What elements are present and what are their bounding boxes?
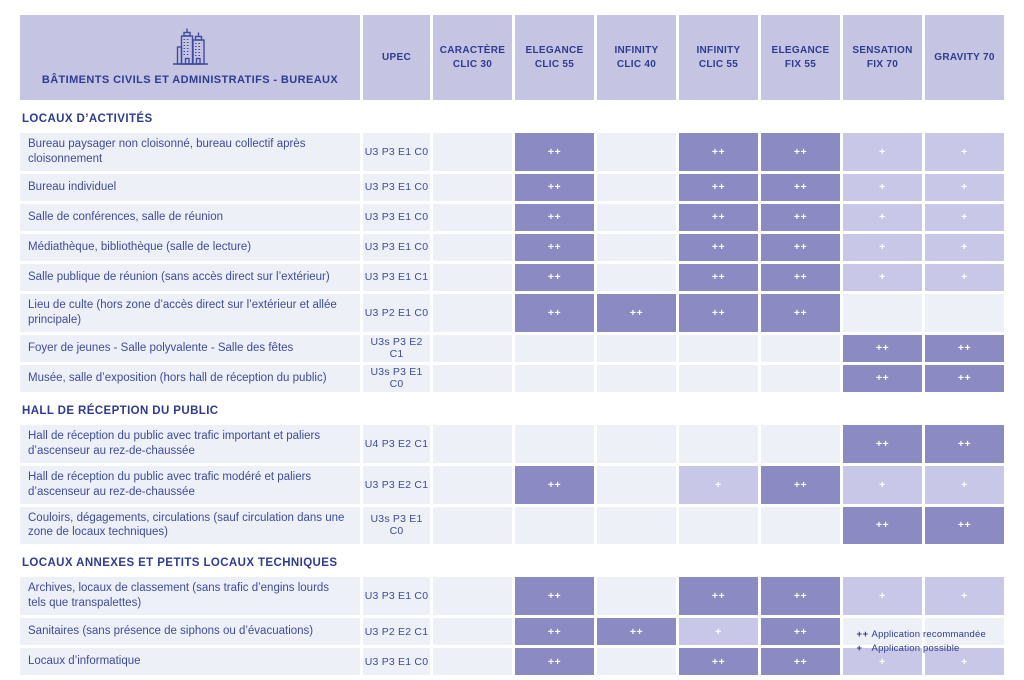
rating-cell: ++: [515, 204, 594, 231]
column-header-caractere-clic-30: CARACTÈRE CLIC 30: [433, 15, 512, 100]
rating-cell: ++: [679, 264, 758, 291]
rating-cell: [433, 294, 512, 332]
upec-code: U3s P3 E1 C0: [363, 507, 430, 545]
rating-cell: ++: [597, 618, 676, 645]
row-label: Hall de réception du public avec trafic important et paliers d’ascenseur au rez-de-chaussée: [20, 425, 360, 463]
rating-cell: [925, 294, 1004, 332]
rating-cell: [597, 425, 676, 463]
row-label: Hall de réception du public avec trafic modéré et paliers d’ascenseur au rez-de-chaussée: [20, 466, 360, 504]
row-label: Médiathèque, bibliothèque (salle de lecture): [20, 234, 360, 261]
column-header-elegance-fix-55: ELEGANCE FIX 55: [761, 15, 840, 100]
row-label: Musée, salle d’exposition (hors hall de réception du public): [20, 365, 360, 392]
upec-code: U3 P3 E1 C0: [363, 174, 430, 201]
rating-cell: +: [925, 133, 1004, 171]
rating-cell: ++: [925, 507, 1004, 545]
rating-cell: ++: [679, 133, 758, 171]
row-label: Locaux d’informatique: [20, 648, 360, 675]
column-header-elegance-clic-55: ELEGANCE CLIC 55: [515, 15, 594, 100]
rating-cell: ++: [843, 507, 922, 545]
rating-cell: [433, 507, 512, 545]
rating-cell: +: [679, 618, 758, 645]
rating-cell: ++: [761, 174, 840, 201]
rating-cell: [761, 425, 840, 463]
rating-cell: +: [925, 648, 1004, 675]
rating-cell: ++: [761, 466, 840, 504]
rating-cell: ++: [925, 365, 1004, 392]
rating-cell: [433, 234, 512, 261]
rating-cell: ++: [515, 648, 594, 675]
row-label: Archives, locaux de classement (sans trafic d’engins lourds tels que transpalettes): [20, 577, 360, 615]
rating-cell: ++: [761, 133, 840, 171]
rating-cell: [515, 335, 594, 362]
rating-cell: ++: [679, 648, 758, 675]
upec-code: U3 P3 E2 C1: [363, 466, 430, 504]
rating-cell: +: [843, 133, 922, 171]
table-row: [20, 204, 1004, 231]
rating-cell: ++: [925, 425, 1004, 463]
rating-cell: +: [925, 264, 1004, 291]
table-row: [20, 365, 1004, 392]
rating-cell: ++: [761, 264, 840, 291]
rating-cell: ++: [843, 335, 922, 362]
table-header-row: [20, 15, 1004, 100]
rating-cell: [597, 507, 676, 545]
upec-code: U3 P2 E2 C1: [363, 618, 430, 645]
rating-cell: [679, 365, 758, 392]
upec-code: U3s P3 E1 C0: [363, 365, 430, 392]
rating-cell: [597, 648, 676, 675]
rating-cell: [515, 365, 594, 392]
rating-cell: ++: [843, 365, 922, 392]
rating-cell: [515, 507, 594, 545]
table-body: [20, 103, 1004, 675]
rating-cell: [433, 204, 512, 231]
column-header-infinity-clic-55: INFINITY CLIC 55: [679, 15, 758, 100]
table-row: [20, 577, 1004, 615]
upec-code: U3 P3 E1 C0: [363, 234, 430, 261]
rating-cell: [597, 204, 676, 231]
rating-cell: ++: [679, 204, 758, 231]
row-label: Bureau individuel: [20, 174, 360, 201]
rating-cell: +: [843, 174, 922, 201]
rating-cell: +: [925, 234, 1004, 261]
rating-cell: [515, 425, 594, 463]
rating-cell: +: [843, 264, 922, 291]
legend: [857, 629, 986, 657]
column-header-upec: UPEC: [363, 15, 430, 100]
table-row: [20, 133, 1004, 171]
row-label: Sanitaires (sans présence de siphons ou d’évacuations): [20, 618, 360, 645]
legend-symbol-possible: +: [856, 643, 863, 654]
rating-cell: ++: [761, 234, 840, 261]
upec-code: U3 P3 E1 C0: [363, 648, 430, 675]
rating-cell: ++: [761, 204, 840, 231]
upec-code: U3 P3 E1 C0: [363, 204, 430, 231]
rating-cell: ++: [679, 577, 758, 615]
legend-label-possible: Application possible: [871, 643, 960, 654]
table-row: [20, 507, 1004, 545]
rating-cell: ++: [761, 577, 840, 615]
rating-cell: [597, 264, 676, 291]
table-row: [20, 294, 1004, 332]
table-title: BÂTIMENTS CIVILS ET ADMINISTRATIFS - BUREAUX: [41, 74, 339, 86]
rating-cell: [433, 174, 512, 201]
table-row: [20, 425, 1004, 463]
legend-symbol-recommended: ++: [856, 629, 869, 640]
legend-item-possible: [857, 643, 986, 654]
buildings-icon: [167, 27, 213, 69]
rating-cell: +: [925, 577, 1004, 615]
table-row: [20, 466, 1004, 504]
section-title: LOCAUX ANNEXES ET PETITS LOCAUX TECHNIQUES: [22, 557, 338, 570]
rating-cell: ++: [515, 618, 594, 645]
rating-cell: [597, 365, 676, 392]
rating-cell: ++: [761, 618, 840, 645]
rating-cell: [597, 133, 676, 171]
rating-cell: +: [925, 174, 1004, 201]
column-header-sensation-fix-70: SENSATION FIX 70: [843, 15, 922, 100]
rating-cell: ++: [761, 648, 840, 675]
rating-cell: [679, 507, 758, 545]
legend-label-recommended: Application recommandée: [871, 629, 986, 640]
rating-cell: [761, 507, 840, 545]
rating-cell: +: [843, 234, 922, 261]
row-label: Foyer de jeunes - Salle polyvalente - Salle des fêtes: [20, 335, 360, 362]
rating-cell: ++: [515, 466, 594, 504]
rating-cell: [433, 133, 512, 171]
rating-cell: ++: [679, 294, 758, 332]
rating-cell: [761, 365, 840, 392]
rating-cell: [597, 234, 676, 261]
rating-cell: [597, 577, 676, 615]
upec-code: U3s P3 E2 C1: [363, 335, 430, 362]
rating-cell: [433, 577, 512, 615]
rating-cell: [843, 294, 922, 332]
rating-cell: +: [843, 648, 922, 675]
row-label: Salle publique de réunion (sans accès direct sur l’extérieur): [20, 264, 360, 291]
row-label: Lieu de culte (hors zone d’accès direct sur l’extérieur et allée principale): [20, 294, 360, 332]
rating-cell: [433, 264, 512, 291]
rating-cell: [433, 466, 512, 504]
rating-cell: ++: [597, 294, 676, 332]
rating-cell: [679, 335, 758, 362]
rating-cell: ++: [761, 294, 840, 332]
rating-cell: [433, 648, 512, 675]
rating-cell: [597, 174, 676, 201]
column-header-infinity-clic-40: INFINITY CLIC 40: [597, 15, 676, 100]
table-row: [20, 174, 1004, 201]
column-header-gravity-70: GRAVITY 70: [925, 15, 1004, 100]
rating-cell: ++: [515, 294, 594, 332]
row-label: Salle de conférences, salle de réunion: [20, 204, 360, 231]
rating-cell: ++: [925, 335, 1004, 362]
upec-code: U3 P3 E1 C0: [363, 577, 430, 615]
rating-cell: +: [679, 466, 758, 504]
section-title: HALL DE RÉCEPTION DU PUBLIC: [22, 404, 219, 417]
upec-code: U3 P2 E1 C0: [363, 294, 430, 332]
rating-cell: ++: [515, 234, 594, 261]
rating-cell: ++: [679, 174, 758, 201]
rating-cell: +: [925, 204, 1004, 231]
rating-cell: ++: [515, 174, 594, 201]
rating-cell: +: [843, 577, 922, 615]
rating-cell: [761, 335, 840, 362]
rating-cell: +: [843, 466, 922, 504]
rating-cell: ++: [679, 234, 758, 261]
section-title: LOCAUX D’ACTIVITÉS: [22, 113, 153, 125]
upec-code: U3 P3 E1 C1: [363, 264, 430, 291]
rating-cell: [433, 335, 512, 362]
rating-cell: +: [925, 466, 1004, 504]
compatibility-table: [20, 15, 1004, 675]
table-row: [20, 234, 1004, 261]
table-row: [20, 335, 1004, 362]
upec-code: U4 P3 E2 C1: [363, 425, 430, 463]
rating-cell: ++: [515, 133, 594, 171]
legend-item-recommended: [857, 629, 986, 640]
rating-cell: ++: [515, 264, 594, 291]
table-row: [20, 264, 1004, 291]
rating-cell: [433, 618, 512, 645]
rating-cell: [597, 335, 676, 362]
rating-cell: +: [843, 204, 922, 231]
rating-cell: [597, 466, 676, 504]
rating-cell: [433, 425, 512, 463]
rating-cell: [679, 425, 758, 463]
rating-cell: ++: [515, 577, 594, 615]
rating-cell: [433, 365, 512, 392]
row-label: Couloirs, dégagements, circulations (sauf circulation dans une zone de locaux techniques): [20, 507, 360, 545]
rating-cell: ++: [843, 425, 922, 463]
upec-code: U3 P3 E1 C0: [363, 133, 430, 171]
table-header-label-cell: [20, 15, 360, 100]
row-label: Bureau paysager non cloisonné, bureau collectif après cloisonnement: [20, 133, 360, 171]
